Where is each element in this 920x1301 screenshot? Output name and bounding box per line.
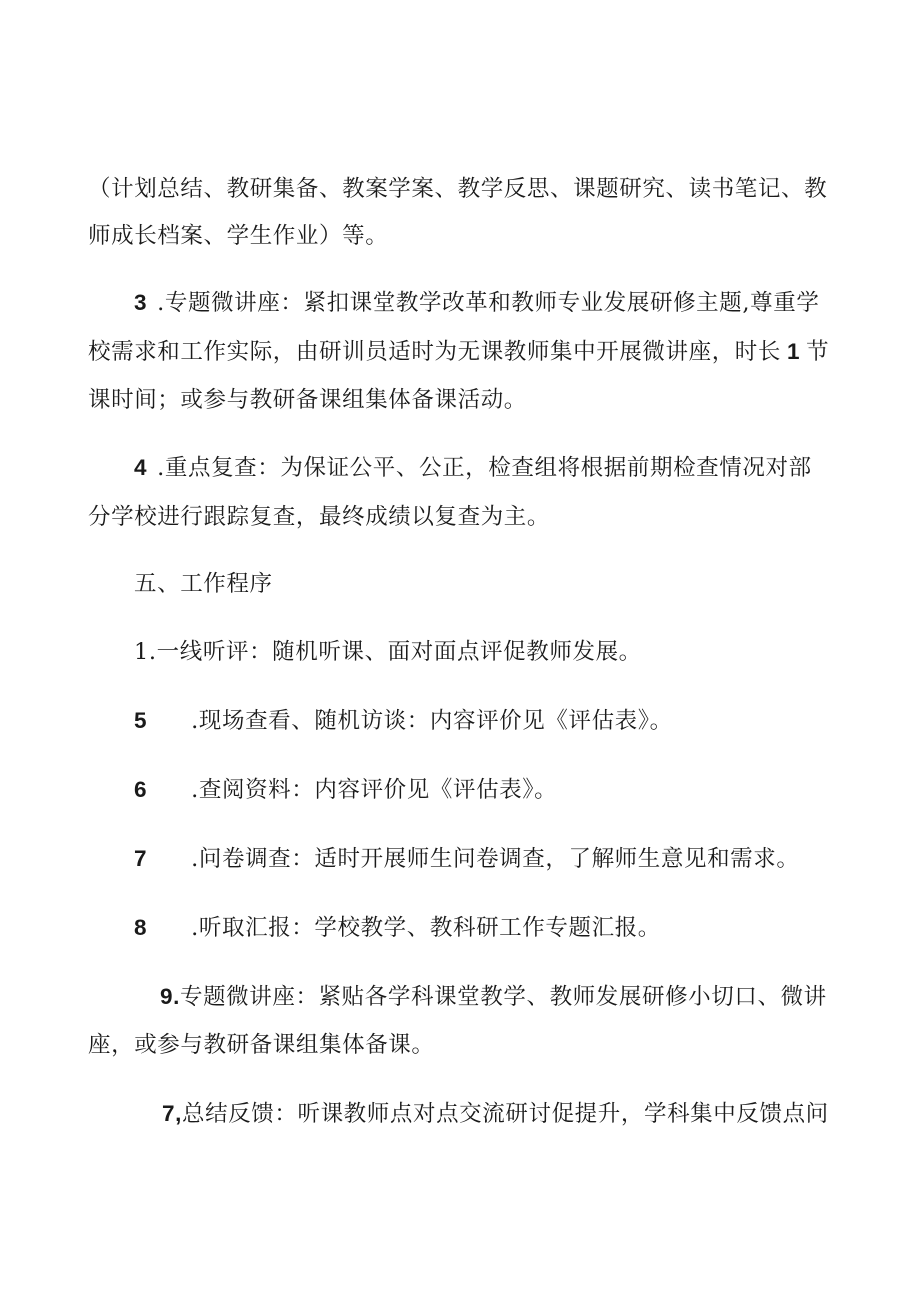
section-heading-procedure: 五、工作程序 xyxy=(134,571,273,597)
item-number: 4 xyxy=(134,455,148,480)
para-record-list-line-2: 师成长档案、学生作业）等。 xyxy=(88,223,389,249)
procedure-item-9-line-1: 9.专题微讲座：紧贴各学科课堂教学、教师发展研修小切口、微讲 xyxy=(160,984,827,1010)
para-record-list-line-1: （计划总结、教研集备、教案学案、教学反思、课题研究、读书笔记、教 xyxy=(88,176,828,202)
para-micro-lecture-line-3: 课时间；或参与教研备课组集体备课活动。 xyxy=(88,387,527,413)
procedure-item-1: 1.一线听评：随机听课、面对面点评促教师发展。 xyxy=(134,639,642,665)
procedure-item-9-line-2: 座，或参与教研备课组集体备课。 xyxy=(88,1032,435,1058)
procedure-item-6: 6 .查阅资料：内容评价见《评估表》。 xyxy=(134,777,558,803)
para-micro-lecture-line-1: 3 .专题微讲座：紧扣课堂教学改革和教师专业发展研修主题,尊重学 xyxy=(134,290,820,316)
procedure-summary-feedback-line-1: 7,总结反馈：听课教师点对点交流研讨促提升，学科集中反馈点问 xyxy=(162,1101,829,1127)
item-number: 3 xyxy=(134,290,148,315)
procedure-item-7: 7 .问卷调查：适时开展师生问卷调查，了解师生意见和需求。 xyxy=(134,846,800,872)
procedure-item-8: 8 .听取汇报：学校教学、教科研工作专题汇报。 xyxy=(134,915,661,941)
procedure-item-5: 5 .现场查看、随机访谈：内容评价见《评估表》。 xyxy=(134,708,673,734)
para-recheck-line-1: 4 .重点复查：为保证公平、公正，检查组将根据前期检查情况对部 xyxy=(134,455,812,481)
para-micro-lecture-line-2: 校需求和工作实际，由研训员适时为无课教师集中开展微讲座，时长 1 节 xyxy=(88,339,830,365)
para-recheck-line-2: 分学校进行跟踪复查，最终成绩以复查为主。 xyxy=(88,504,551,530)
